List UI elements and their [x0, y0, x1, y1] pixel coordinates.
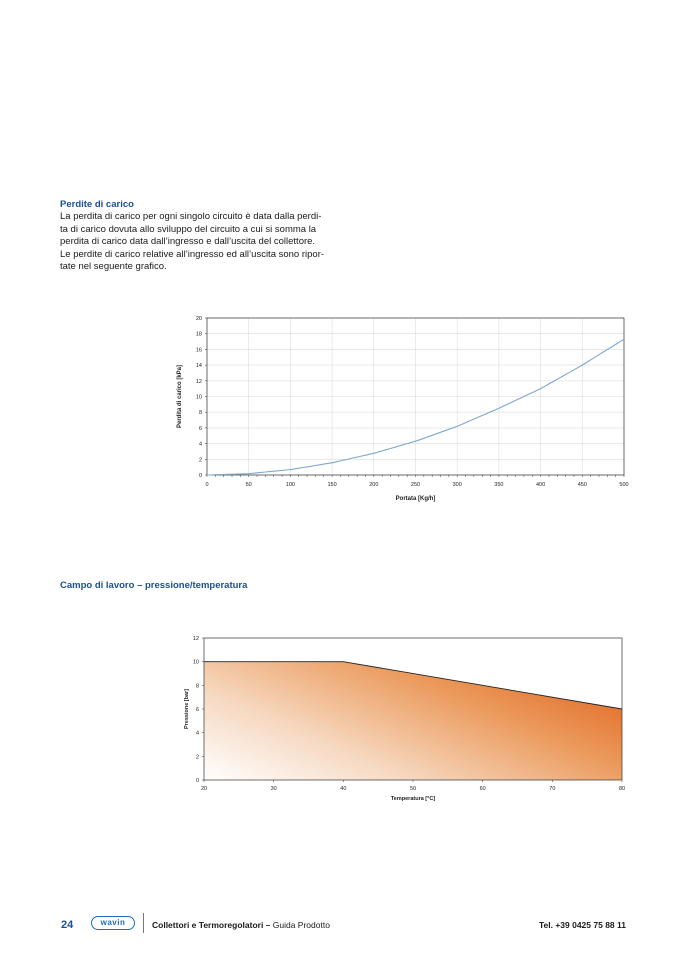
x-tick-label: 350: [494, 482, 504, 488]
paragraph-line: perdita di carico data dall’ingresso e dall’uscita del collettore.: [60, 236, 316, 248]
x-tick-label: 450: [577, 482, 587, 488]
wavin-logo: wavin: [91, 916, 135, 930]
y-tick-label: 12: [192, 636, 199, 642]
y-tick-label: 4: [198, 441, 202, 448]
footer-divider: [143, 913, 144, 933]
y-tick-label: 8: [198, 410, 202, 417]
y-tick-label: 10: [195, 394, 202, 401]
y-tick-label: 18: [195, 331, 202, 338]
y-tick-label: 2: [195, 754, 199, 761]
y-tick-label: 8: [195, 683, 199, 690]
x-tick-label: 300: [452, 482, 462, 488]
y-tick-label: 6: [198, 425, 202, 432]
x-axis-label: Portata [Kg/h]: [395, 496, 436, 502]
section-title-pressure-loss: Perdite di carico: [60, 199, 134, 210]
x-tick-label: 50: [245, 482, 252, 488]
y-tick-label: 4: [195, 730, 199, 737]
x-tick-label: 100: [285, 482, 295, 488]
y-tick-label: 2: [198, 457, 202, 464]
x-tick-label: 250: [410, 482, 421, 488]
section-title-working-range: Campo di lavoro – pressione/temperatura: [60, 580, 248, 591]
page-number: 24: [61, 919, 74, 931]
footer-title-bold: Collettori e Termoregolatori –: [152, 920, 271, 930]
x-tick-label: 0: [205, 482, 209, 488]
y-axis-label: Perdita di carico [kPa]: [177, 364, 183, 429]
x-tick-label: 60: [479, 786, 486, 792]
y-tick-label: 10: [192, 659, 199, 666]
x-tick-label: 50: [409, 786, 417, 792]
x-tick-label: 500: [619, 482, 629, 488]
y-tick-label: 16: [195, 347, 202, 354]
page-footer: [0, 912, 678, 936]
paragraph-line: La perdita di carico per ogni singolo circuito è data dalla perdi-: [60, 211, 322, 222]
y-tick-label: 6: [195, 707, 199, 713]
x-tick-label: 20: [200, 786, 208, 792]
x-tick-label: 400: [536, 482, 546, 488]
footer-title-rest: Guida Prodotto: [270, 920, 330, 930]
x-axis-label: Temperatura [°C]: [390, 796, 436, 802]
x-tick-label: 70: [549, 786, 556, 792]
paragraph-line: ta di carico dovuta allo sviluppo del circuito a cui si somma la: [60, 223, 317, 235]
paragraph-line: tate nel seguente grafico.: [60, 261, 167, 273]
y-tick-label: 14: [195, 363, 202, 370]
footer-title: [152, 920, 330, 930]
y-axis-label: Pressione [bar]: [184, 688, 190, 730]
y-tick-label: 12: [195, 378, 202, 385]
paragraph-line: Le perdite di carico relative all’ingresso ed all’uscita sono ripor-: [60, 248, 325, 260]
y-tick-label: 0: [198, 473, 202, 479]
phone-number: Tel. +39 0425 75 88 11: [538, 920, 626, 930]
x-tick-label: 200: [369, 482, 379, 488]
y-tick-label: 20: [195, 316, 202, 322]
y-tick-label: 0: [195, 778, 199, 784]
x-tick-label: 150: [327, 482, 337, 488]
x-tick-label: 40: [340, 786, 347, 792]
x-tick-label: 80: [618, 786, 626, 792]
x-tick-label: 30: [270, 786, 277, 792]
